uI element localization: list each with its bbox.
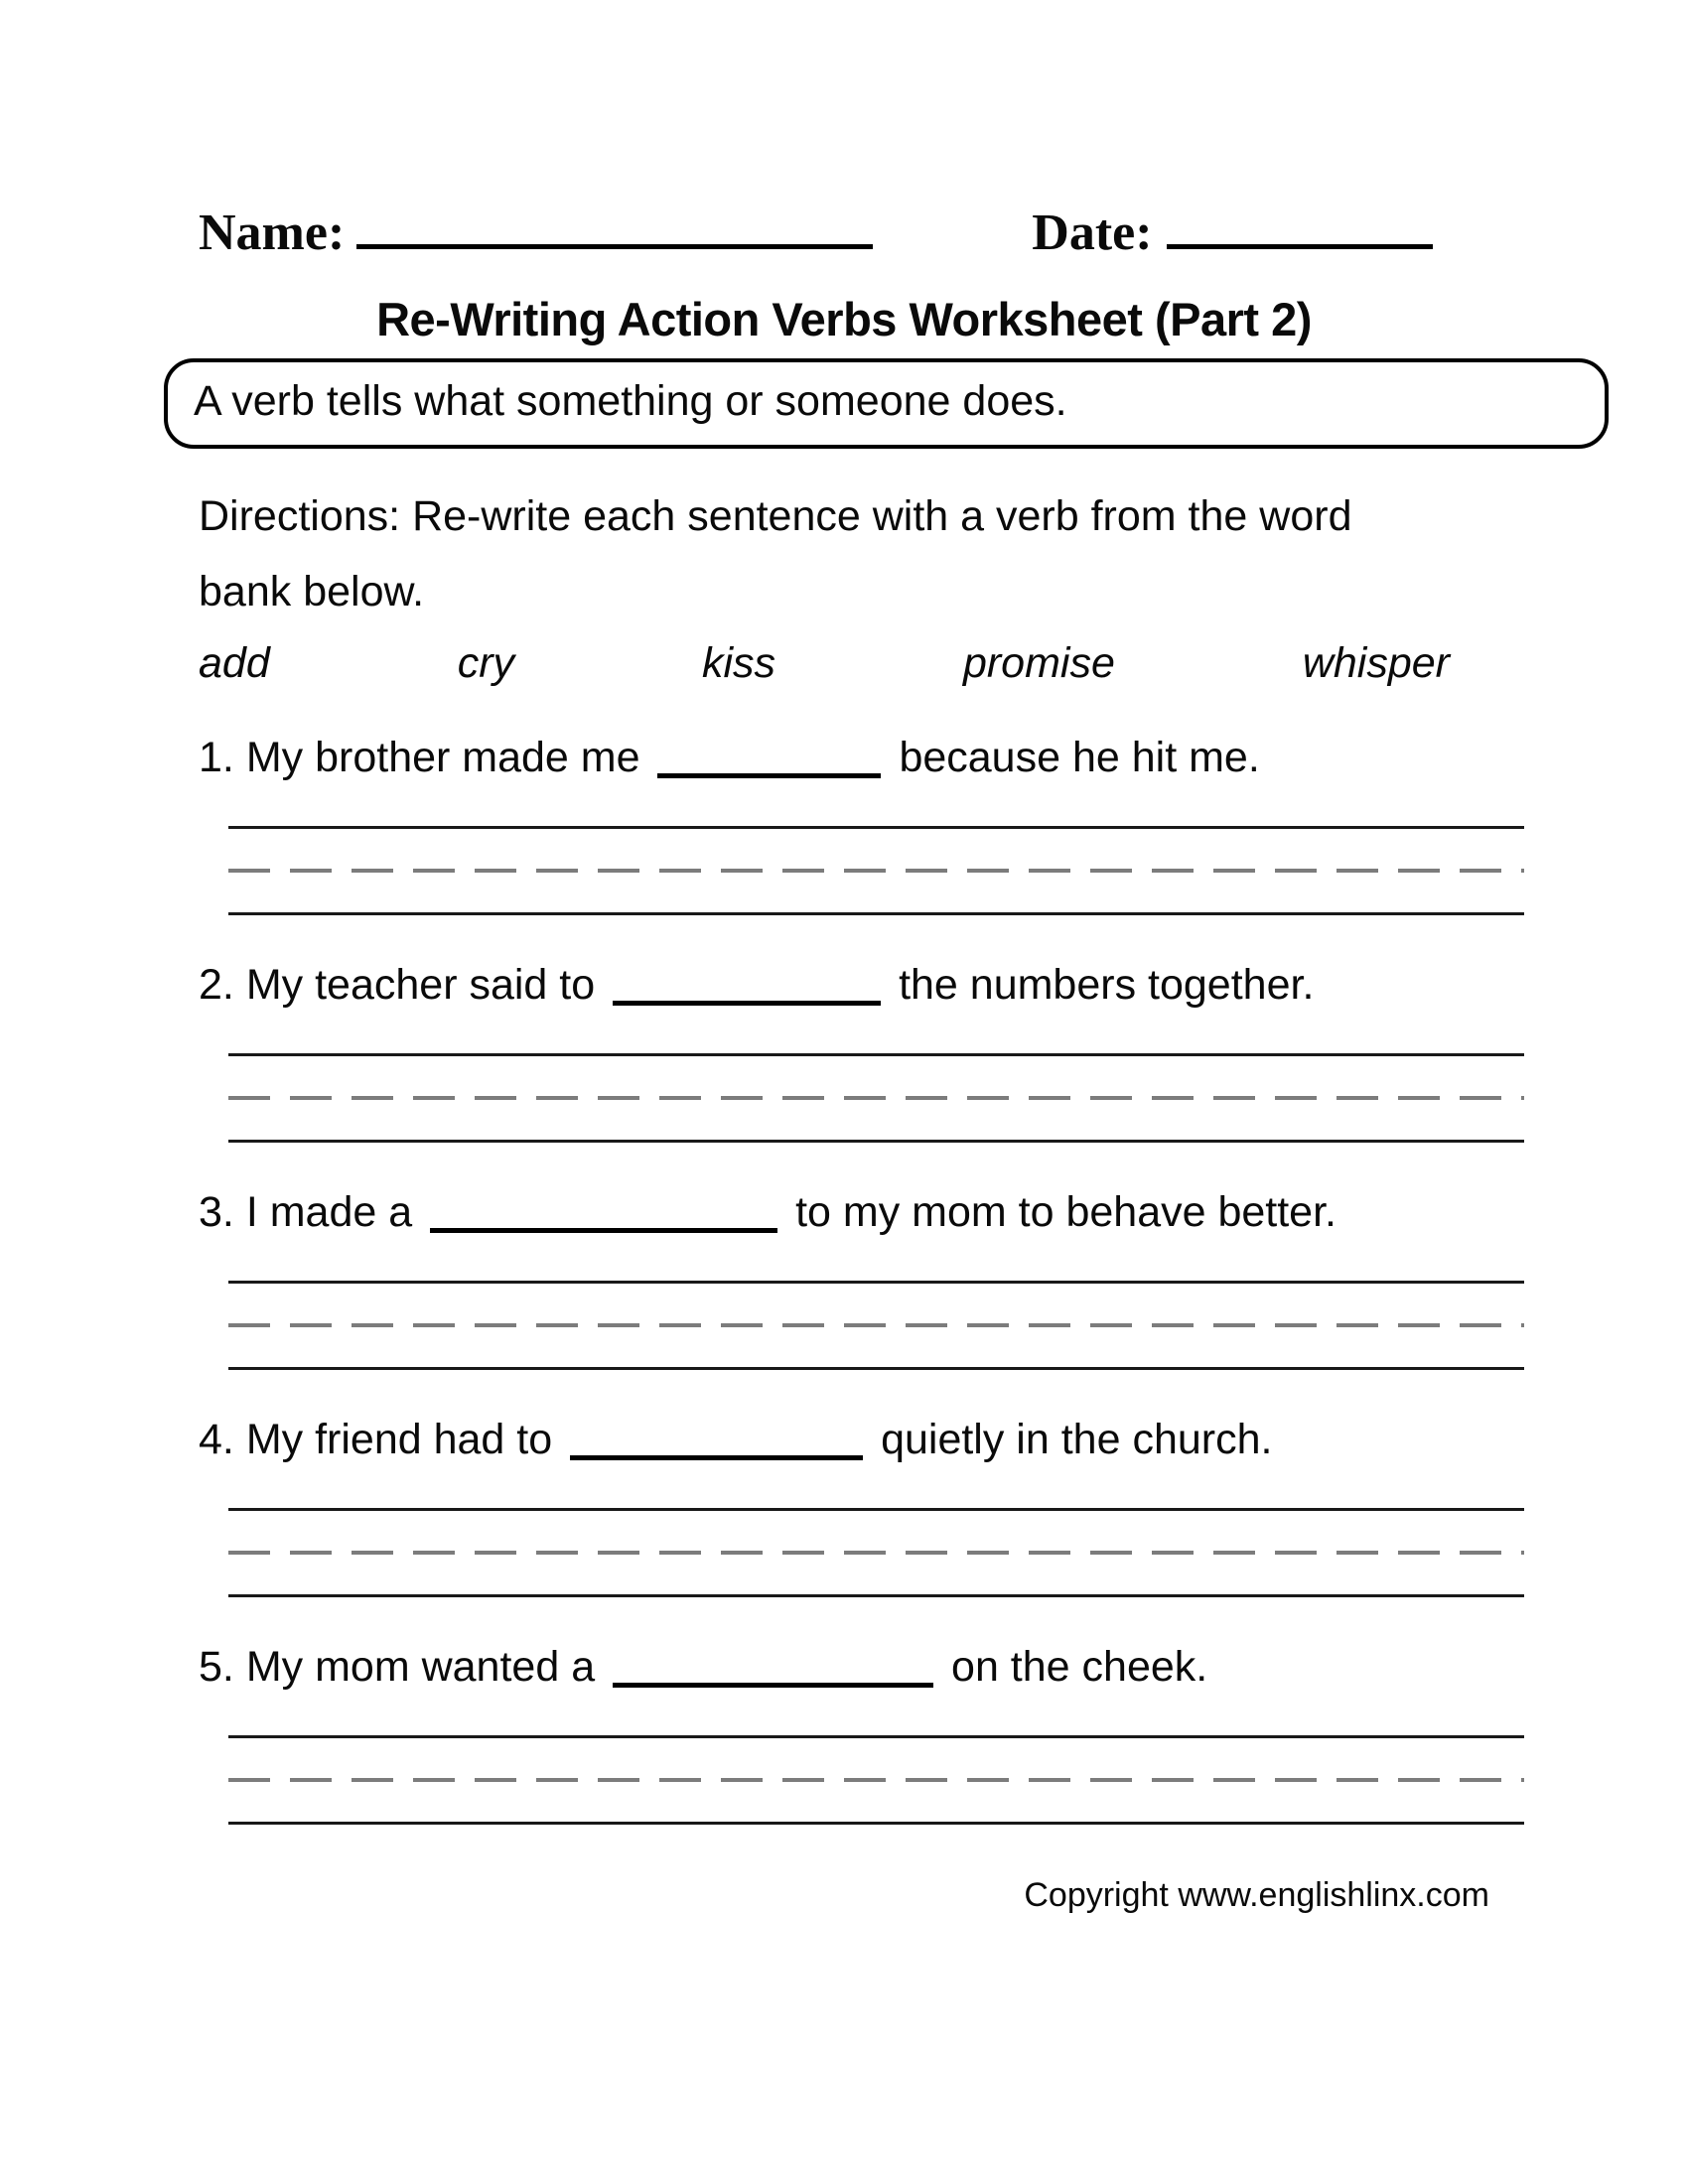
writing-line-top [228,1735,1524,1738]
writing-line-top [228,1508,1524,1511]
question-block-1 [0,734,1688,915]
answer-blank[interactable] [657,749,881,778]
answer-blank[interactable] [613,1658,933,1688]
question-block-5 [0,1643,1688,1825]
writing-line-top [228,1053,1524,1056]
writing-lines[interactable] [228,1735,1524,1825]
answer-blank[interactable] [570,1431,863,1460]
writing-line-bottom [228,912,1524,915]
word-bank-item: cry [457,639,515,687]
directions-line-2: bank below. [199,568,425,615]
question-block-3 [0,1188,1688,1370]
word-bank-item: add [199,639,270,687]
question-number: 2. [199,961,234,1009]
sentence-text-before: My mom wanted a [245,1643,596,1691]
writing-line-middle-dashed [228,1778,1524,1782]
sentence-text-before: I made a [245,1188,413,1236]
question-number: 5. [199,1643,234,1691]
writing-line-middle-dashed [228,1096,1524,1100]
question-sentence [199,1188,1688,1237]
writing-line-top [228,1281,1524,1284]
sentence-text-after: because he hit me. [899,734,1260,781]
word-bank [199,639,1450,688]
question-number: 4. [199,1416,234,1463]
directions-line-1: Directions: Re-write each sentence with a verb from the word [199,492,1352,540]
copyright-notice: Copyright www.englishlinx.com [1024,1876,1489,1914]
word-bank-item: kiss [701,639,776,687]
name-blank-line[interactable] [356,219,873,249]
sentence-text-after: on the cheek. [951,1643,1208,1691]
writing-line-bottom [228,1140,1524,1143]
writing-lines[interactable] [228,826,1524,915]
question-number: 1. [199,734,234,781]
writing-line-middle-dashed [228,1323,1524,1327]
sentence-text-before: My brother made me [245,734,640,781]
question-sentence [199,734,1688,782]
writing-line-middle-dashed [228,869,1524,873]
header [199,204,1589,262]
page-title: Re-Writing Action Verbs Worksheet (Part 2) [376,293,1312,345]
writing-line-bottom [228,1594,1524,1597]
answer-blank[interactable] [613,976,881,1006]
sentence-text-before: My teacher said to [245,961,596,1009]
question-number: 3. [199,1188,234,1236]
writing-lines[interactable] [228,1508,1524,1597]
definition-box [164,358,1609,449]
writing-lines[interactable] [228,1281,1524,1370]
definition-text: A verb tells what something or someone does. [194,377,1067,425]
question-sentence [199,961,1688,1010]
sentence-text-after: to my mom to behave better. [795,1188,1336,1236]
question-sentence [199,1416,1688,1464]
question-block-4 [0,1416,1688,1597]
question-sentence [199,1643,1688,1692]
sentence-text-before: My friend had to [245,1416,553,1463]
question-block-2 [0,961,1688,1143]
directions [199,478,1688,629]
word-bank-item: whisper [1302,639,1450,687]
date-label: Date: [1032,205,1153,261]
writing-line-bottom [228,1822,1524,1825]
sentence-text-after: the numbers together. [899,961,1315,1009]
writing-line-top [228,826,1524,829]
writing-line-middle-dashed [228,1551,1524,1555]
word-bank-item: promise [962,639,1115,687]
sentence-text-after: quietly in the church. [881,1416,1273,1463]
name-label: Name: [199,205,346,261]
writing-line-bottom [228,1367,1524,1370]
date-blank-line[interactable] [1167,219,1433,249]
answer-blank[interactable] [430,1203,777,1233]
writing-lines[interactable] [228,1053,1524,1143]
